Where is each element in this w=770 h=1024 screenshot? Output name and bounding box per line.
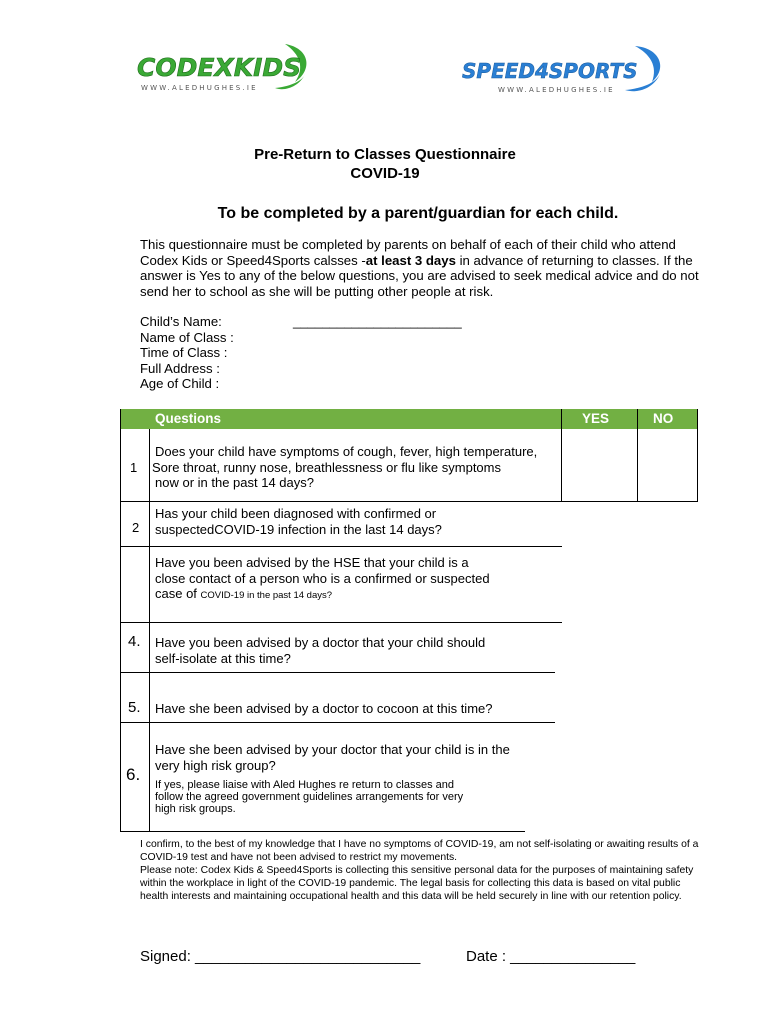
- q6-note-line-1: If yes, please liaise with Aled Hughes re return to classes and: [155, 779, 454, 791]
- full-address-label: Full Address :: [140, 360, 220, 376]
- q6-note: [155, 779, 463, 815]
- svg-text:WWW.ALEDHUGHES.IE: WWW.ALEDHUGHES.IE: [498, 86, 615, 94]
- q4-number: 4.: [128, 633, 141, 650]
- q3-line-3b: COVID-19 in the past 14 days?: [200, 590, 333, 601]
- table-divider-no: [637, 409, 638, 501]
- q3-text: [155, 555, 490, 604]
- childs-name-label: Child’s Name:: [140, 314, 222, 329]
- table-divider-num: [149, 429, 150, 832]
- name-of-class-label: Name of Class :: [140, 329, 234, 345]
- page-subtitle: To be completed by a parent/guardian for each child.: [217, 205, 619, 222]
- childs-name-line[interactable]: _______________________: [293, 314, 462, 329]
- svg-text:CODEXKIDS: CODEXKIDS: [137, 53, 302, 82]
- time-of-class-label: Time of Class :: [140, 345, 228, 360]
- signed-line[interactable]: Signed: ___________________________: [140, 948, 421, 965]
- child-details: [140, 314, 462, 392]
- page-title: Pre-Return to Classes Questionnaire: [254, 146, 516, 163]
- q5-line-1: Have she been advised by a doctor to cocoon at this time?: [155, 701, 493, 716]
- page-title-covid: COVID-19: [350, 165, 420, 182]
- q2-line-2: suspectedCOVID-19 infection in the last 14 days?: [155, 521, 442, 537]
- consent-paragraph-2: Please note: Codex Kids & Speed4Sports is collecting this sensitive personal data for the purposes of maintaining safety within the workplace in light of the COVID-19 pandemic. The legal basis for collecting this data is based on vital public health interests and maintaining occupational health and this data will be held securely in line with our retention policy.: [140, 865, 694, 903]
- q6-text: [155, 742, 510, 773]
- table-row-line-4: [120, 672, 555, 673]
- q5-number: 5.: [128, 699, 141, 716]
- q6-note-line-2: follow the agreed government guidelines arrangements for very: [155, 791, 464, 803]
- intro-text-after: in advance of returning to classes. If the answer is Yes to any of the below questions, you are advised to seek medical advice and do not send her to school as she will be putting other people at risk.: [140, 252, 699, 299]
- q4-line-2: self-isolate at this time?: [155, 650, 291, 666]
- q3-line-1: Have you been advised by the HSE that your child is a: [155, 555, 469, 570]
- table-border-right: [697, 409, 698, 501]
- q3-line-2: close contact of a person who is a confirmed or suspected: [155, 570, 490, 586]
- q2-text: [155, 506, 442, 537]
- table-header: [120, 409, 698, 429]
- date-line[interactable]: Date : _______________: [466, 948, 636, 965]
- q4-line-1: Have you been advised by a doctor that your child should: [155, 635, 486, 650]
- consent-text: [140, 838, 700, 903]
- table-row-line-1: [120, 501, 698, 502]
- svg-text:SPEED4SPORTS: SPEED4SPORTS: [462, 59, 638, 83]
- table-row-line-3: [120, 622, 562, 623]
- questions-table: [120, 409, 698, 832]
- svg-text:WWW.ALEDHUGHES.IE: WWW.ALEDHUGHES.IE: [141, 84, 258, 92]
- header-yes: YES: [582, 411, 610, 426]
- table-row-line-6: [120, 831, 525, 832]
- header-questions: Questions: [155, 411, 222, 426]
- q2-line-1: Has your child been diagnosed with confirmed or: [155, 506, 437, 521]
- header-no: NO: [653, 411, 674, 426]
- q1-line-3: now or in the past 14 days?: [155, 475, 314, 490]
- intro-text-bold: at least 3 days: [365, 252, 456, 268]
- q6-line-1: Have she been advised by your doctor that your child is in the: [155, 742, 510, 757]
- intro-paragraph: [140, 237, 700, 299]
- codexkids-logo: [135, 40, 315, 100]
- q3-line-3: [155, 586, 490, 604]
- age-of-child-label: Age of Child :: [140, 376, 220, 391]
- q6-note-line-3: high risk groups.: [155, 803, 236, 815]
- q1-text: [152, 444, 538, 491]
- q6-line-2: very high risk group?: [155, 757, 276, 773]
- table-row-line-5: [120, 722, 555, 723]
- intro-text-before: This questionnaire must be completed by parents on behalf of each of their child who attend Codex Kids or Speed4Sports calsses -: [140, 237, 676, 268]
- q6-number: 6.: [126, 765, 141, 784]
- q5-text: [155, 701, 492, 717]
- q1-line-2: Sore throat, runny nose, breathlessness or flu like symptoms: [152, 459, 501, 475]
- q1-line-1: Does your child have symptoms of cough, fever, high temperature,: [155, 444, 538, 459]
- q2-number: 2: [132, 520, 140, 535]
- table-row-line-2: [120, 546, 562, 547]
- speed4sports-logo: [460, 42, 675, 100]
- q3-line-3a: case of: [155, 586, 201, 601]
- consent-paragraph-1: I confirm, to the best of my knowledge that I have no symptoms of COVID-19, am not self-isolating or awaiting results of a COVID-19 test and have not been advised to restrict my movements.: [140, 839, 699, 864]
- q4-text: [155, 635, 485, 666]
- table-border-left: [120, 409, 121, 832]
- table-divider-yes: [561, 409, 562, 501]
- q1-number: 1: [130, 460, 138, 475]
